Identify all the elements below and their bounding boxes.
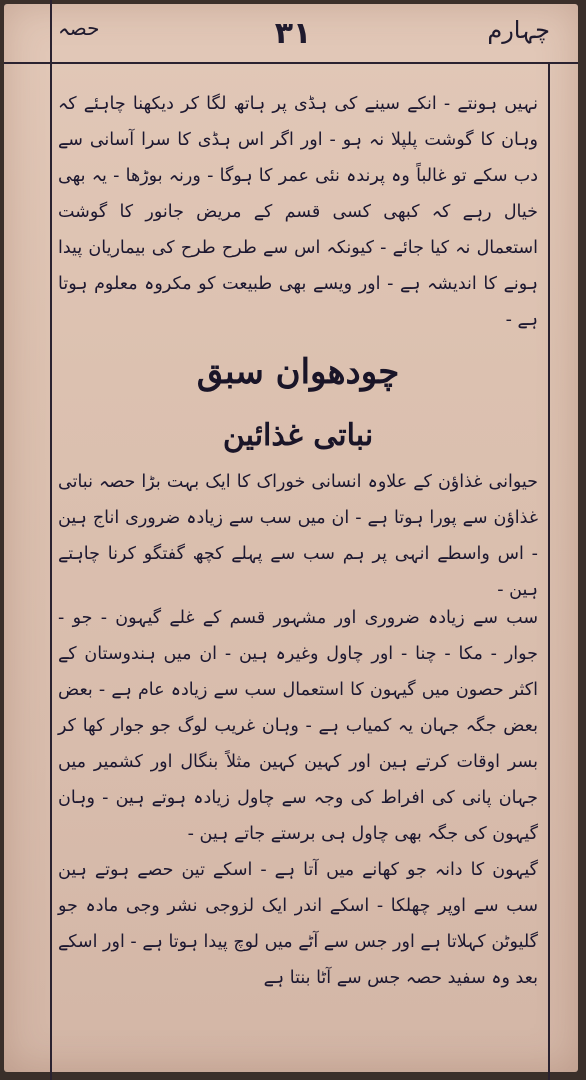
topic-heading: نباتی غذائین — [222, 418, 374, 453]
paragraph-wheat: گیہون کا دانہ جو کھانے میں آتا ہے - اسکے تین حصے ہوتے ہین سب سے اوپر چھلکا - اسکے اندر ایک لزوجی نشر وجی مادہ جو گلیوٹن کہلاتا ہے اور جس سے آٹے میں لوچ پیدا ہوتا ہے - اور اسکے بعد وہ سفید حصہ جس سے آٹا بنتا ہے — [58, 860, 538, 988]
page-number: ۳۱ — [274, 16, 312, 51]
paragraph-intro: نہیں ہونتے - انکے سینے کی ہڈی پر ہاتھ لگا کر دیکھنا چاہئے کہ وہان کا گوشت پلپلا نہ ہو - اور اگر اس ہڈی کا سرا آسانی سے دب سکے تو غالباً وہ پرندہ نئی عمر کا ہوگا - ورنہ بوڑھا - یہ بھی خیال رہے کہ کبھی کسی قسم کے مریض جانور کا گوشت استعمال نہ کیا جائے - کیونکہ اس سے طرح طرح کی بیماریان پیدا ہونے کا اندیشہ ہے - اور ویسے بھی طبیعت کو مکروہ معلوم ہوتا ہے - — [58, 94, 538, 330]
left-margin-rule — [50, 0, 52, 1080]
header-rule — [4, 62, 578, 64]
part-label: چہارم — [487, 16, 550, 44]
right-margin-rule — [548, 62, 550, 1080]
section-label: حصہ — [58, 16, 100, 40]
paragraph-plant-foods: حیوانی غذاؤن کے علاوہ انسانی خوراک کا ایک بہت بڑا حصہ نباتی غذاؤن سے پورا ہوتا ہے - ان میں سب سے زیادہ ضروری اناج ہین - اس واسطے انہی پر ہم سب سے پہلے کچھ گفتگو کرنا چاہتے ہین - — [58, 472, 538, 600]
lesson-heading: چودھوان سبق — [196, 352, 400, 392]
paragraph-grains: سب سے زیادہ ضروری اور مشہور قسم کے غلے گیہون - جو - جوار - مکا - چنا - اور چاول وغیرہ ہین - ان میں ہندوستان کے اکثر حصون میں گیہون کا استعمال سب سے زیادہ عام ہے - بعض بعض جگہ جہان یہ کمیاب ہے - وہان غریب لوگ جو جوار کھا کر بسر اوقات کرتے ہین اور کہین کہین مثلاً بنگال اور کشمیر میں جہان پانی کی افراط کی وجہ سے چاول زیادہ ہوتے ہین - وہان گیہون کی جگہ بھی چاول ہی برستے جاتے ہین - — [58, 608, 538, 844]
